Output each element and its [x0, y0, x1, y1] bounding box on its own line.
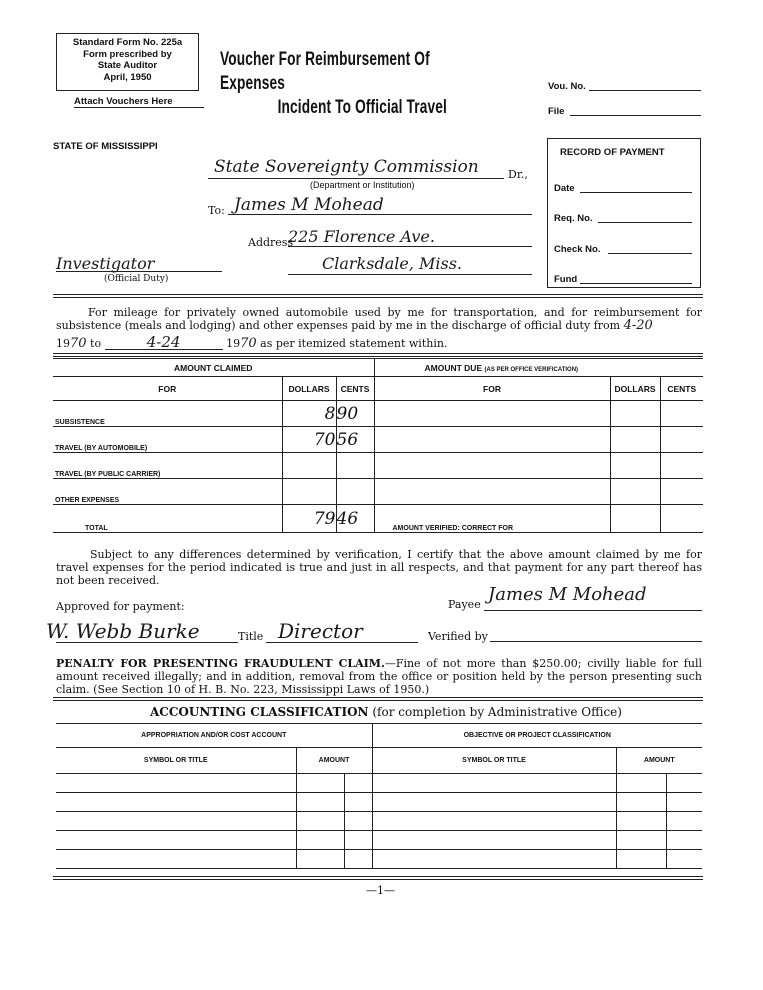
- acct-cell[interactable]: [296, 774, 344, 793]
- file-label: File: [548, 106, 565, 117]
- voucher-number-line[interactable]: [589, 90, 701, 91]
- accounting-table: [56, 723, 702, 869]
- table-row: [56, 812, 702, 831]
- due-cents-cell[interactable]: [660, 453, 703, 479]
- record-fund-line[interactable]: [580, 283, 692, 284]
- accounting-heading-bold: ACCOUNTING CLASSIFICATION: [150, 705, 369, 719]
- divider: [53, 353, 703, 357]
- travel-auto-cents[interactable]: 56: [336, 427, 374, 453]
- cents-header: CENTS: [336, 377, 374, 401]
- to-word: to: [90, 337, 102, 350]
- acct-cell[interactable]: [56, 831, 296, 850]
- record-of-payment-box: [547, 138, 701, 288]
- due-dollars-cell[interactable]: [610, 453, 660, 479]
- mileage-text: For mileage for privately owned automobile used by me for transportation, and for reimbursement for subsistence (meals and lodging) and other expenses paid by me in the discharge of official duty from: [56, 306, 702, 332]
- row-label-travel-public: TRAVEL (BY PUBLIC CARRIER): [53, 453, 282, 479]
- certification-text: Subject to any differences determined by verification, I certify that the above amount claimed by me for travel expenses for the period indicated is true and just in all respects, and that payment for any part thereof has not been received.: [56, 548, 702, 587]
- cents-header-2: CENTS: [660, 377, 703, 401]
- official-duty-handwritten: Investigator: [56, 254, 155, 273]
- penalty-notice: [56, 657, 702, 696]
- acct-cell[interactable]: [616, 831, 666, 850]
- verified-dollars-cell[interactable]: [610, 505, 660, 533]
- table-row: [53, 427, 703, 453]
- travel-auto-dollars[interactable]: 70: [282, 427, 336, 453]
- penalty-heading: PENALTY FOR PRESENTING FRAUDULENT CLAIM.: [56, 657, 385, 670]
- acct-cell[interactable]: [56, 850, 296, 869]
- itemized-text: as per itemized statement within.: [260, 337, 448, 350]
- form-date: April, 1950: [103, 71, 152, 83]
- divider: [53, 697, 703, 701]
- form-number: Standard Form No. 225a: [72, 37, 183, 48]
- acct-cell[interactable]: [344, 774, 372, 793]
- acct-cell[interactable]: [296, 812, 344, 831]
- travel-public-cents[interactable]: [336, 453, 374, 479]
- form-title: [220, 48, 450, 120]
- acct-cell[interactable]: [616, 812, 666, 831]
- table-row: [53, 453, 703, 479]
- address-line2-handwritten: Clarksdale, Miss.: [322, 254, 462, 273]
- acct-cell[interactable]: [296, 850, 344, 869]
- other-cents[interactable]: [336, 479, 374, 505]
- record-fund-label: Fund: [554, 274, 578, 285]
- table-row: [56, 850, 702, 869]
- due-for-cell[interactable]: [374, 453, 610, 479]
- table-row: [53, 505, 703, 533]
- dollars-header-2: DOLLARS: [610, 377, 660, 401]
- record-check-label: Check No.: [554, 244, 601, 255]
- form-number-box: [56, 33, 199, 91]
- for-header-2: FOR: [374, 377, 610, 401]
- acct-cell[interactable]: [666, 831, 702, 850]
- acct-cell[interactable]: [616, 850, 666, 869]
- divider: [53, 294, 703, 298]
- acct-cell[interactable]: [372, 793, 616, 812]
- amount-due-header: [374, 359, 703, 377]
- form-prescribed-by: Form prescribed by: [83, 48, 172, 60]
- acct-cell[interactable]: [372, 850, 616, 869]
- row-label-other: OTHER EXPENSES: [53, 479, 282, 505]
- file-line[interactable]: [570, 115, 701, 116]
- dr-label: Dr.,: [508, 168, 528, 181]
- symbol-header-2: SYMBOL OR TITLE: [372, 748, 616, 774]
- record-date-label: Date: [554, 183, 575, 194]
- for-header: FOR: [53, 377, 282, 401]
- state-label: STATE OF MISSISSIPPI: [53, 141, 158, 152]
- address-line1-handwritten: 225 Florence Ave.: [288, 227, 435, 246]
- to-handwritten: James M Mohead: [234, 195, 384, 215]
- subsistence-cents[interactable]: 90: [336, 401, 374, 427]
- acct-cell[interactable]: [616, 774, 666, 793]
- due-cents-cell[interactable]: [660, 479, 703, 505]
- acct-cell[interactable]: [666, 812, 702, 831]
- amount-header-2: AMOUNT: [616, 748, 702, 774]
- period-line: [56, 333, 448, 351]
- payee-signature: James M Mohead: [488, 584, 647, 605]
- from-date-handwritten: 4-20: [623, 318, 653, 333]
- due-for-cell[interactable]: [374, 401, 610, 427]
- due-cents-cell[interactable]: [660, 427, 703, 453]
- approver-line[interactable]: [56, 642, 238, 643]
- table-row: [53, 401, 703, 427]
- attach-vouchers-label: Attach Vouchers Here: [74, 96, 204, 108]
- accounting-heading: [150, 705, 622, 719]
- verified-by-label: Verified by: [428, 630, 488, 643]
- page-number: —1—: [366, 884, 395, 897]
- acct-cell[interactable]: [344, 831, 372, 850]
- total-dollars[interactable]: 79: [282, 505, 336, 533]
- due-cents-cell[interactable]: [660, 401, 703, 427]
- amount-due-label: AMOUNT DUE: [424, 362, 483, 373]
- amount-table: [53, 358, 703, 533]
- payee-line[interactable]: [484, 610, 702, 611]
- form-title-line2: Incident To Official Travel: [277, 97, 447, 118]
- payee-label: Payee: [448, 598, 481, 611]
- due-dollars-cell[interactable]: [610, 479, 660, 505]
- accounting-heading-note: (for completion by Administrative Office): [372, 705, 622, 719]
- form-authority: State Auditor: [97, 60, 158, 71]
- department-handwritten: State Sovereignty Commission: [214, 157, 479, 177]
- acct-cell[interactable]: [372, 774, 616, 793]
- table-row: [56, 774, 702, 793]
- official-duty-caption: (Official Duty): [104, 274, 169, 284]
- acct-cell[interactable]: [616, 793, 666, 812]
- travel-public-dollars[interactable]: [282, 453, 336, 479]
- amount-claimed-header: AMOUNT CLAIMED: [53, 359, 374, 377]
- acct-cell[interactable]: [344, 812, 372, 831]
- dollars-header: DOLLARS: [282, 377, 336, 401]
- approver-signature: W. Webb Burke: [46, 619, 200, 643]
- approved-label: Approved for payment:: [56, 600, 185, 613]
- objective-header: OBJECTIVE OR PROJECT CLASSIFICATION: [372, 724, 702, 748]
- address-line2[interactable]: [288, 274, 532, 275]
- symbol-header: SYMBOL OR TITLE: [56, 748, 296, 774]
- due-dollars-cell[interactable]: [610, 427, 660, 453]
- acct-cell[interactable]: [344, 793, 372, 812]
- amount-verified-note: AMOUNT VERIFIED: CORRECT FOR: [374, 505, 610, 533]
- to-label: To:: [208, 204, 225, 217]
- title-value: Director: [278, 619, 363, 643]
- record-heading: RECORD OF PAYMENT: [560, 147, 665, 158]
- to-year-handwritten: 70: [240, 336, 257, 351]
- row-label-total: TOTAL: [53, 505, 282, 533]
- year-prefix: 19: [56, 337, 70, 350]
- from-year-handwritten: 70: [70, 336, 87, 351]
- table-row: [56, 831, 702, 850]
- acct-cell[interactable]: [372, 812, 616, 831]
- other-dollars[interactable]: [282, 479, 336, 505]
- acct-cell[interactable]: [56, 793, 296, 812]
- penalty-text: —Fine of not more than $250.00; civilly liable for full amount received illegally; and in addition, removal from the office or position held by the person presenting such claim. (See Section 10 of H. B. No. 223, Mississippi Laws of 1950.): [56, 657, 702, 696]
- acct-cell[interactable]: [344, 850, 372, 869]
- voucher-number-label: Vou. No.: [548, 81, 586, 92]
- amount-header: AMOUNT: [296, 748, 372, 774]
- official-duty-line[interactable]: [56, 271, 222, 272]
- title-line[interactable]: [266, 642, 418, 643]
- table-row: [53, 479, 703, 505]
- title-label: Title: [238, 630, 264, 643]
- record-date-line[interactable]: [580, 192, 692, 193]
- form-title-line1: Voucher For Reimbursement Of Expenses: [220, 49, 430, 94]
- acct-cell[interactable]: [56, 774, 296, 793]
- department-caption: (Department or Institution): [310, 180, 415, 190]
- due-for-cell[interactable]: [374, 427, 610, 453]
- verified-cents-cell[interactable]: [660, 505, 703, 533]
- to-line[interactable]: [228, 214, 532, 215]
- divider: [53, 876, 703, 880]
- subsistence-dollars[interactable]: 8: [282, 401, 336, 427]
- acct-cell[interactable]: [372, 831, 616, 850]
- amount-due-note: (AS PER OFFICE VERIFICATION): [484, 366, 579, 373]
- row-label-subsistence: SUBSISTENCE: [53, 401, 282, 427]
- record-req-label: Req. No.: [554, 213, 593, 224]
- to-date-handwritten[interactable]: 4-24: [105, 336, 223, 350]
- address-label: Address: [248, 236, 294, 249]
- year-prefix-2: 19: [226, 337, 241, 350]
- acct-cell[interactable]: [666, 793, 702, 812]
- acct-cell[interactable]: [666, 774, 702, 793]
- row-label-travel-auto: TRAVEL (BY AUTOMOBILE): [53, 427, 282, 453]
- record-check-line[interactable]: [608, 253, 692, 254]
- acct-cell[interactable]: [56, 812, 296, 831]
- due-dollars-cell[interactable]: [610, 401, 660, 427]
- verified-by-line[interactable]: [490, 641, 702, 642]
- acct-cell[interactable]: [296, 831, 344, 850]
- acct-cell[interactable]: [666, 850, 702, 869]
- record-req-line[interactable]: [598, 222, 692, 223]
- appropriation-header: APPROPRIATION AND/OR COST ACCOUNT: [56, 724, 372, 748]
- mileage-statement: [56, 306, 702, 332]
- table-row: [56, 793, 702, 812]
- department-line[interactable]: [208, 178, 504, 179]
- total-cents[interactable]: 46: [336, 505, 374, 533]
- due-for-cell[interactable]: [374, 479, 610, 505]
- acct-cell[interactable]: [296, 793, 344, 812]
- address-line1[interactable]: [288, 246, 532, 247]
